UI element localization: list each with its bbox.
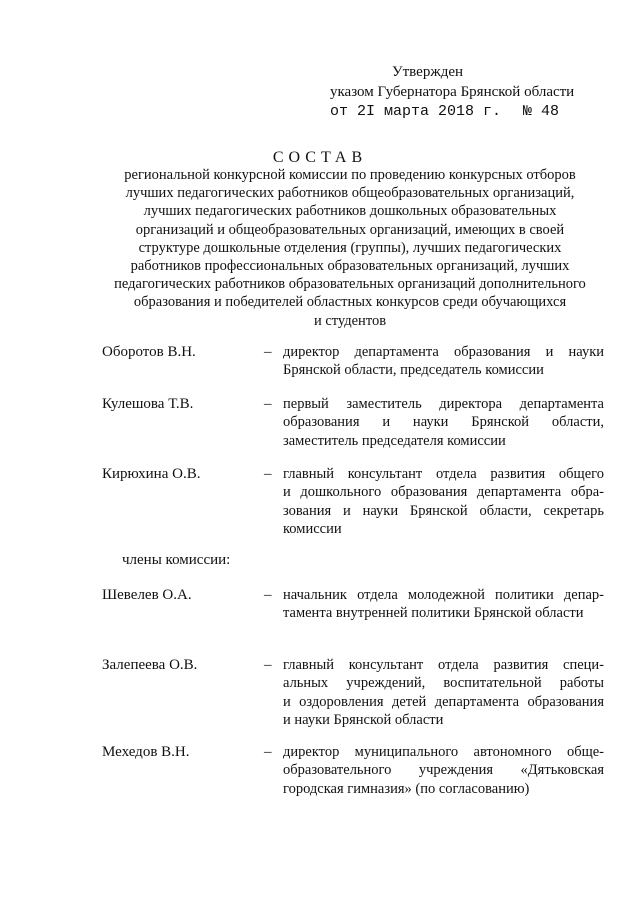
role-line: начальник отдела молодежной политики депар- [283,587,604,603]
role-line: комиссии [283,520,342,537]
role-line: Брянской области, председатель комиссии [283,362,544,379]
role-line: директор муниципального автономного обще- [283,744,604,760]
role-line: и оздоровления детей департамента образования [283,693,604,710]
subtitle-line: педагогических работников образовательных организаций дополнительного [114,276,586,293]
role-line: городская гимназия» (по согласованию) [283,780,530,797]
role-line: первый заместитель директора департамента [283,396,604,412]
member-name: Оборотов В.Н. [102,344,196,360]
dash-separator: – [264,344,272,360]
member-role [283,743,604,798]
approval-heading: Утвержден [392,64,464,80]
member-name: Залепеева О.В. [102,657,198,673]
dash-separator: – [264,466,272,482]
dash-separator: – [264,396,272,412]
subtitle-line: лучших педагогических работников дошкольных образовательных [143,203,557,220]
member-role [283,586,604,623]
role-line: зования и науки Брянской области, секретарь [283,502,604,519]
members-label: члены комиссии: [122,552,231,568]
approval-block [330,62,630,122]
dash-separator: – [264,744,272,760]
document-title: СОСТАВ [272,149,368,166]
member-name: Кулешова Т.В. [102,396,194,412]
approval-decree: указом Губернатора Брянской области [330,84,575,100]
member-role [283,343,604,380]
subtitle-line: структуре дошкольные отделения (группы), лучших педагогических [138,239,562,256]
subtitle-line: образования и победителей областных конкурсов среди обучающихся [133,294,567,311]
role-line: главный консультант отдела развития специ- [283,657,604,673]
member-role [283,656,604,729]
subtitle-line: региональной конкурсной комиссии по проведению конкурсных отборов [124,167,576,183]
member-role [283,465,604,538]
document-subtitle [100,166,600,330]
role-line: заместитель председателя комиссии [283,432,506,449]
subtitle-line: лучших педагогических работников общеобразовательных организаций, [125,185,575,202]
role-line: и науки Брянской области [283,711,444,728]
member-name: Кирюхина О.В. [102,466,201,482]
role-line: альных учреждений, воспитательной работы [283,675,604,692]
role-line: главный консультант отдела развития общего [283,466,604,482]
subtitle-line: работников профессиональных образовательных организаций, лучших [130,258,570,275]
approval-date: от 2I марта 2018 г. [330,103,502,120]
member-name: Шевелев О.А. [102,587,192,603]
dash-separator: – [264,657,272,673]
subtitle-line: организаций и общеобразовательных организаций, имеющих в своей [135,221,565,238]
member-role [283,395,604,450]
role-line: образовательного учреждения «Дятьковская [283,762,604,779]
member-name: Мехедов В.Н. [102,744,190,760]
role-line: директор департамента образования и науки [283,344,604,360]
approval-number: № 48 [523,103,560,120]
dash-separator: – [264,587,272,603]
subtitle-line: и студентов [313,312,387,329]
role-line: тамента внутренней политики Брянской области [283,605,584,622]
role-line: образования и науки Брянской области, [283,414,604,431]
role-line: и дошкольного образования департамента обра- [283,484,604,501]
approval-date-line [330,102,630,122]
